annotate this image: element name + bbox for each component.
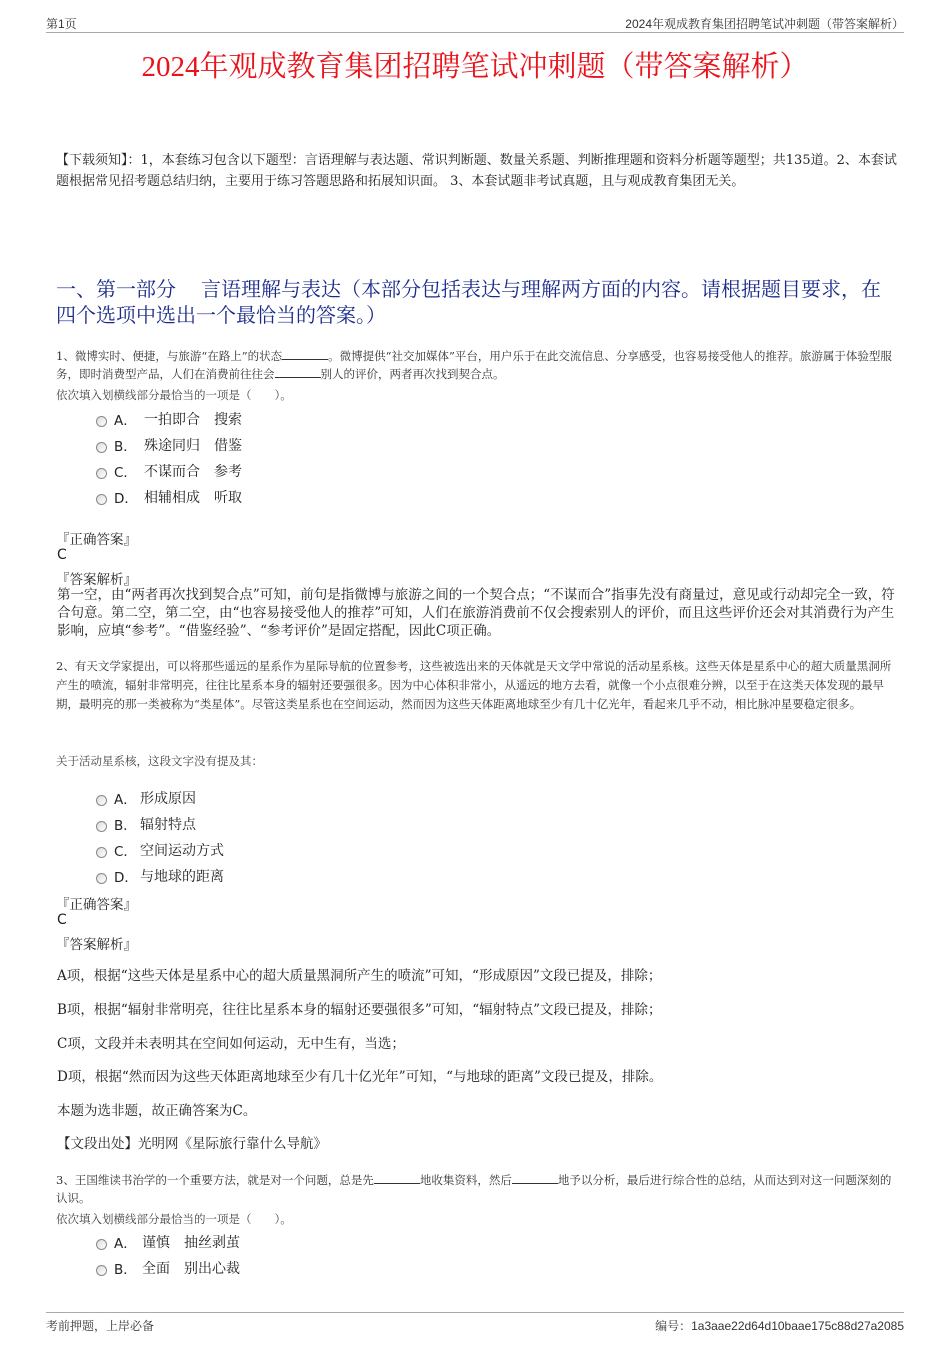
option-text: 与地球的距离 [140,869,224,885]
blank-line [282,349,328,360]
correct-answer-value: C [57,547,67,563]
question-3-prompt: 依次填入划横线部分最恰当的一项是（ ）。 [56,1212,292,1226]
document-title: 2024年观成教育集团招聘笔试冲刺题（带答案解析） [141,51,809,83]
footer-code [655,1317,904,1334]
code-value: 1a3aae22d64d10baae175c88d27a2085 [691,1319,904,1333]
question-3-text: 3、王国维读书治学的一个重要方法，就是对一个问题，总是先 [56,1173,374,1187]
analysis-text: 第一空，由“两者再次找到契合点”可知，前句是指微博与旅游之间的一个契合点；“不谋而合”指事先没有商量过，意见或行动却完全一致，符合句意。第二空，第二空，由“也容易接受他人的推荐”可知，人们在旅游消费前不仅会搜索别人的评价，而且这些评价还会对其消费行为产生影响，应填“参考”。“借鉴经验”、“参考评价”是固定搭配，因此C项正确。 [57,587,895,639]
option-text: 谨慎 抽丝剥茧 [142,1235,240,1251]
section-heading: 一、第一部分 言语理解与表达（本部分包括表达与理解两方面的内容。请根据题目要求，在四个选项中选出一个最恰当的答案。） [56,279,881,327]
option-c[interactable] [96,837,224,863]
option-letter: D． [114,491,138,507]
page-footer [46,1312,904,1337]
option-a[interactable] [96,406,242,432]
radio-icon[interactable] [96,468,107,479]
option-b[interactable] [96,1255,240,1281]
analysis-label: 『答案解析』 [56,572,137,588]
question-1-text: 。微博提供“社交加媒体”平台，用户乐于在此交流信息、分享感受，也容易接受他人的推荐。旅游属于体验型服务，即时消费型产品，人们在消费前往往会 [56,349,892,381]
radio-icon[interactable] [96,795,107,806]
radio-icon[interactable] [96,442,107,453]
question-3-text: 地收集资料，然后 [419,1173,512,1187]
source-citation: 【文段出处】光明网《星际旅行靠什么导航》 [57,1136,327,1152]
page-number: 第1页 [46,17,77,31]
option-text: 一拍即合 搜索 [144,412,242,428]
option-a[interactable] [96,1229,240,1255]
option-text: 形成原因 [140,791,196,807]
option-letter: B． [114,439,137,455]
radio-icon[interactable] [96,416,107,427]
analysis-item-d: D项，根据“然而因为这些天体距离地球至少有几十亿光年”可知，“与地球的距离”文段已提及，排除。 [57,1069,663,1085]
radio-icon[interactable] [96,1239,107,1250]
question-1-text: 1、微博实时、便捷，与旅游“在路上”的状态 [56,349,283,363]
option-a[interactable] [96,785,224,811]
radio-icon[interactable] [96,847,107,858]
blank-line [374,1173,420,1184]
option-letter: C． [114,465,137,481]
option-text: 相辅相成 听取 [144,490,242,506]
question-2-options [96,785,224,889]
blank-line [512,1173,558,1184]
question-1-options [96,406,242,510]
correct-answer-value: C [57,912,67,928]
option-letter: A． [114,1236,137,1252]
option-letter: C． [114,844,137,860]
option-text: 全面 别出心裁 [142,1261,240,1277]
correct-answer-label: 『正确答案』 [56,532,137,548]
option-b[interactable] [96,811,224,837]
option-d[interactable] [96,863,224,889]
option-letter: B． [114,818,137,834]
option-letter: A． [114,792,137,808]
analysis-item-c: C项，文段并未表明其在空间如何运动，无中生有，当选； [57,1036,405,1052]
analysis-item-b: B项，根据“辐射非常明亮，往往比星系本身的辐射还要强很多”可知，“辐射特点”文段已提及，排除； [57,1002,662,1018]
footer-slogan: 考前押题，上岸必备 [46,1319,155,1333]
option-letter: A． [114,413,137,429]
correct-answer-label: 『正确答案』 [56,897,137,913]
analysis-conclusion: 本题为选非题，故正确答案为C。 [57,1103,257,1119]
question-2-prompt: 关于活动星系核，这段文字没有提及其： [56,754,263,768]
option-letter: D． [114,870,138,886]
question-3-stem [56,1171,901,1207]
option-letter: B． [114,1262,137,1278]
question-2-stem: 2、有天文学家提出，可以将那些遥远的星系作为星际导航的位置参考，这些被选出来的天体就是天文学中常说的活动星系核。这些天体是星系中心的超大质量黑洞所产生的喷流，辐射非常明亮，往往比星系本身的辐射还要强很多。因为中心体积非常小，从遥远的地方去看，就像一个小点很难分辨，以至于在这类天体发现的最早期，最明亮的那一类被称为“类星体”。尽管这类星系也在空间运动，然而因为这些天体距离地球至少有几十亿光年，看起来几乎不动，相比脉冲星要稳定很多。 [56,659,892,711]
code-label: 编号： [655,1319,692,1333]
header-doc-title: 2024年观成教育集团招聘笔试冲刺题（带答案解析） [625,17,904,31]
option-text: 殊途同归 借鉴 [144,438,242,454]
question-1-stem [56,347,901,383]
option-text: 空间运动方式 [140,843,224,859]
question-1-text: 别人的评价，两者再次找到契合点。 [320,367,505,381]
download-notice: 【下载须知】：1，本套练习包含以下题型：言语理解与表达题、常识判断题、数量关系题、判断推理题和资料分析题等题型；共135道。2、本套试题根据常见招考题总结归纳，主要用于练习答题思路和拓展知识面。 3、本套试题非考试真题，且与观成教育集团无关。 [56,153,897,189]
radio-icon[interactable] [96,873,107,884]
option-text: 不谋而合 参考 [144,464,242,480]
question-1-prompt: 依次填入划横线部分最恰当的一项是（ ）。 [56,388,292,402]
blank-line [275,367,321,378]
radio-icon[interactable] [96,1265,107,1276]
page-header [46,12,904,33]
radio-icon[interactable] [96,494,107,505]
option-d[interactable] [96,484,242,510]
option-c[interactable] [96,458,242,484]
option-text: 辐射特点 [140,817,196,833]
analysis-label: 『答案解析』 [56,937,137,953]
analysis-item-a: A项，根据“这些天体是星系中心的超大质量黑洞所产生的喷流”可知，“形成原因”文段已提及，排除； [57,968,662,984]
question-3-options [96,1229,240,1281]
radio-icon[interactable] [96,821,107,832]
question-3-text: 地予以分析，最后进行综合性的总结，从而达到对这一问题深刻的认识。 [56,1173,892,1205]
option-b[interactable] [96,432,242,458]
